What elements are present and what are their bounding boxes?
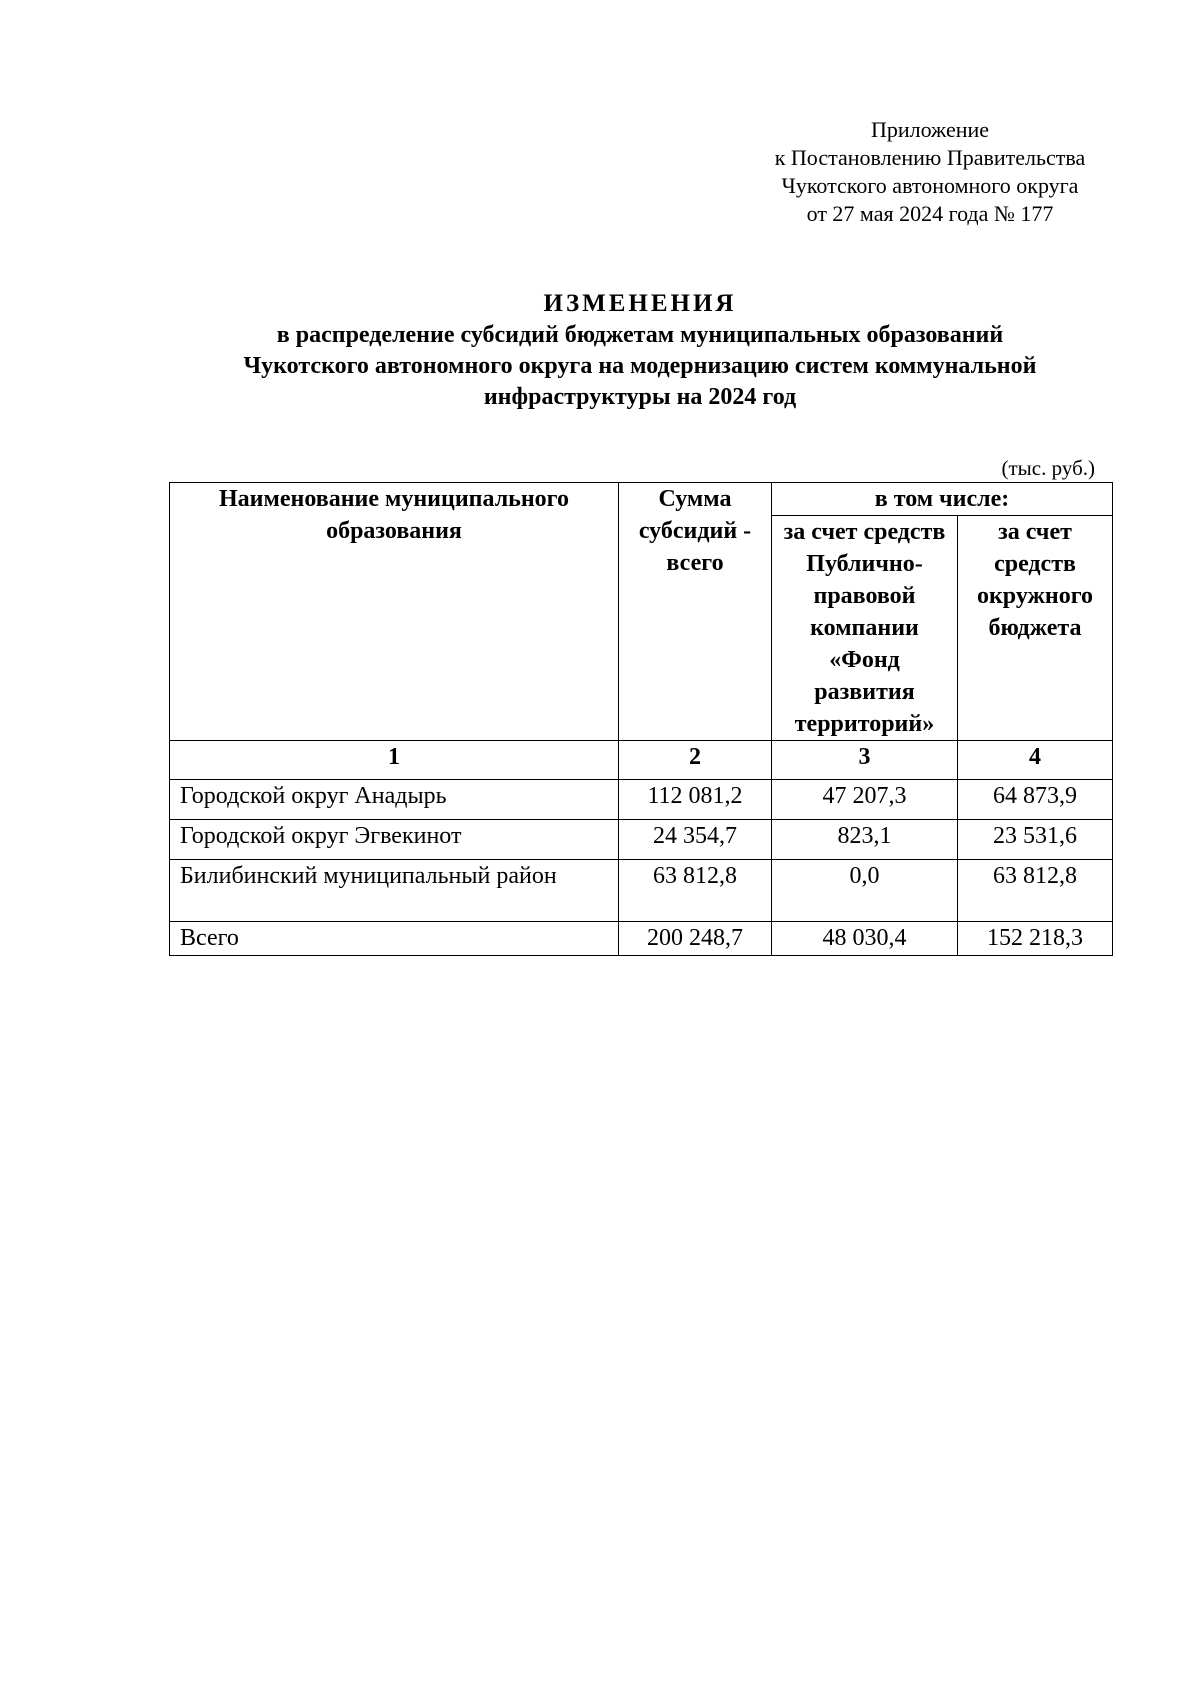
row-okrug: 64 873,9 [958, 780, 1113, 820]
column-number: 4 [958, 741, 1113, 780]
appendix-line: Приложение [870, 117, 990, 142]
row-fund: 823,1 [772, 820, 958, 860]
column-number-row [170, 741, 1113, 780]
row-fund: 47 207,3 [772, 780, 958, 820]
document-title [160, 288, 1120, 413]
header-okrug: за счет средств окружного бюджета [958, 516, 1113, 741]
header-including: в том числе: [772, 483, 1113, 516]
row-total: 200 248,7 [619, 922, 772, 956]
column-number: 2 [619, 741, 772, 780]
row-okrug: 63 812,8 [958, 860, 1113, 922]
row-name: Городской округ Анадырь [170, 780, 619, 820]
row-fund: 48 030,4 [772, 922, 958, 956]
row-total: 63 812,8 [619, 860, 772, 922]
column-number: 3 [772, 741, 958, 780]
row-name: Городской округ Эгвекинот [170, 820, 619, 860]
column-number: 1 [170, 741, 619, 780]
title-line: инфраструктуры на 2024 год [483, 384, 797, 410]
row-fund: 0,0 [772, 860, 958, 922]
row-name: Всего [170, 922, 619, 956]
appendix-line: к Постановлению Правительства [774, 145, 1086, 170]
title-line: Чукотского автономного округа на модернизацию систем коммунальной [243, 353, 1037, 379]
row-total: 24 354,7 [619, 820, 772, 860]
table-row [170, 860, 1113, 922]
header-total: Сумма субсидий - всего [619, 483, 772, 741]
title-main: ИЗМЕНЕНИЯ [543, 290, 737, 317]
appendix-line: от 27 мая 2024 года № 177 [806, 201, 1054, 226]
subsidies-table [169, 482, 1113, 956]
row-name: Билибинский муниципальный район [170, 860, 619, 922]
appendix-header [760, 116, 1100, 228]
appendix-line: Чукотского автономного округа [781, 173, 1079, 198]
table-row-total [170, 922, 1113, 956]
title-line: в распределение субсидий бюджетам муниципальных образований [276, 322, 1004, 348]
units-label: (тыс. руб.) [1001, 456, 1095, 480]
row-okrug: 152 218,3 [958, 922, 1113, 956]
table-row [170, 820, 1113, 860]
header-fund: за счет средств Публично-правовой компании «Фонд развития территорий» [772, 516, 958, 741]
row-okrug: 23 531,6 [958, 820, 1113, 860]
row-total: 112 081,2 [619, 780, 772, 820]
header-name: Наименование муниципального образования [170, 483, 619, 741]
table-row [170, 780, 1113, 820]
